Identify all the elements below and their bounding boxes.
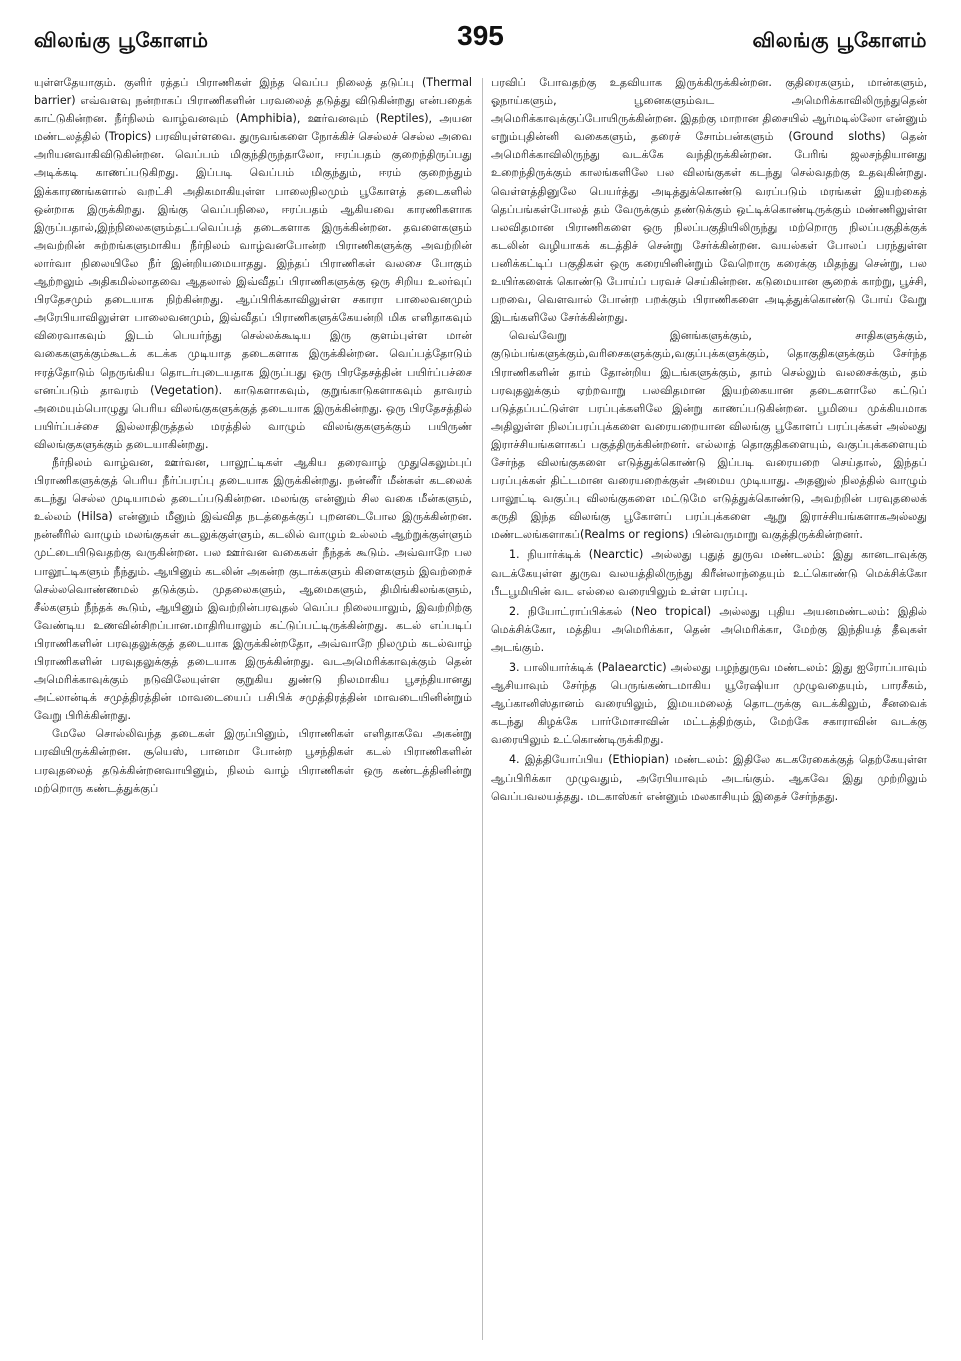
paragraph: யுள்ளதேயாகும். குளிர் ரத்தப் பிராணிகள் இந்த வெப்ப நிலைத் தடுப்பு (Thermal barrier) எவ்வளவு நன்றாகப் பிராணிகளின் பரவலைத் தடுத்து விடுகின்றது என்பதைக் காட்டுகின்றன. நீர்நிலம் வாழ்வனவும் (Amphibia), ஊர்வனவும் (Reptiles), அயன மண்டலத்தில் (Tropics) பரவியுள்ளவை. துருவங்களை நோக்கிச் செல்லச் செல்ல அவை அரியனவாகிவிடுகின்றன. வெப்பம் மிகுந்திருந்தாலோ, ஈரப்பதம் குறைந்திருப்பது அடிக்கடி காணப்படுகிறது. இப்படி வெப்பம் மிகுந்தும், ஈரம் குறைந்தும் இக்காரணங்களால் வறட்சி அதிகமாகியுள்ள பாலைநிலமும் பூகோளத் தடைகளில் ஒன்றாக இருக்கிறது. இங்கு வெப்பநிலை, ஈரப்பதம் ஆகியவை காரணிகளாக இருப்பதால்,இந்நிலைகளும்தட்பவெப்பத் தடைகளாக இருக்கின்றன. தவளைகளும் அவற்றின் சுற்றங்களுமாகிய நீர்நிலம் வாழ்வனபோன்ற பிராணிகளுக்கு அவற்றின் லார்வா நிலையிலே நீர் இன்றியமையாதது. இந்தப் பிராணிகள் வலசை போகும் ஆற்றலும் அதிகமில்லாதவை ஆதலால் இவ்வீதப் பிராணிகளுக்கு ஒரு சிறிய உலர்வுப் பிரதேசமும் தடையாக நிற்கின்றது. ஆப்பிரிக்காவிலுள்ள சகாரா பாலைவனமும் அரேபியாவிலுள்ள பாலைவனமும், இவ்வீதப் பிராணிகளுக்கேயன்றி மிக எளிதாகவும் விரைவாகவும் இடம் பெயர்ந்து செல்லக்கூடிய இரு குளம்புள்ள மான் வகைகளுக்கும்கூடக் கடக்க முடியாத தடைகளாக இருக்கின்றன. வெப்பத்தோடும் ஈரத்தோடும் நெருங்கிய தொடர்புடையதாக இருப்பது ஒரு பிரதேசத்தின் பயிர்ப்பச்சை எனப்படும் தாவரம் (Vegetation). காடுகளாகவும், குறுங்காடுகளாகவும் தாவரம் அமையும்பொழுது பெரிய விலங்குகளுக்குத் தடையாக இருக்கின்றது. ஒரு பிரதேசத்தில் பயிர்ப்பச்சை இல்லாதிருத்தல் மரத்தில் வாழும் விலங்குகளுக்கும் பயிருண் விலங்குகளுக்கும் தடையாகின்றது. [34, 76, 472, 451]
list-item-nearctic: 1. நியார்க்டிக் (Nearctic) அல்லது புதுத் துருவ மண்டலம்: இது கானடாவுக்கு வடக்கேயுள்ள துருவ வலயத்திலிருந்து கிரீன்லாந்தையும் உட்கொண்டு மெக்சிக்கோ பீடபூமியின் வட எல்லை வரையிலும் உள்ள பரப்பு. [491, 548, 927, 598]
right-column [491, 74, 927, 1348]
running-title-left: விலங்கு பூகோளம் [34, 28, 209, 52]
paragraph: பரவிப் போவதற்கு உதவியாக இருக்கிருக்கின்றன. குதிரைகளும், மான்களும், ஓநாய்களும், பூனைகளும்வட அமெரிக்காவிலிருந்துதென் அமெரிக்காவுக்குப்போயிருக்கின்றன. இதற்கு மாறான திசையில் ஆர்மடில்லோ என்னும் எறும்புதின்னி வகைகளும், தரைச் சோம்பன்களும் (Ground sloths) தென் அமெரிக்காவிலிருந்து வடக்கே வந்திருக்கின்றன. பேரிங் ஜலசந்தியானது உறைந்திருக்கும் காலங்களிலே பல விலங்குகள் கடந்து செல்வதற்கு உதவுகின்றது. வெள்ளத்தினுலே பெயர்த்து அடித்துக்கொண்டு வரப்படும் மரங்கள் இயற்கைத் தெப்பங்கள்போலத் தம் வேருக்கும் தண்டுக்கும் ஒட்டிக்கொண்டிருக்கும் மண்ணிலுள்ள பலவிதமான பிராணிகளை ஒரு நிலப்பகுதியிலிருந்து மற்றொரு நிலப்பகுதிக்குக் கடலின் வழியாகக் கடத்திச் சென்று சேர்க்கின்றன. வயல்கள் போலப் பரந்துள்ள பனிக்கட்டிப் பகுதிகள் ஒரு கரையினின்றும் வேறொரு கரைக்கு மிதந்து சென்று, பல உயிர்களைக் கொண்டு போய்ப் பரவச் செய்கின்றன. கடுமையான சூறைக் காற்று, பூச்சி, பறவை, வௌவால் போன்ற பறக்கும் பிராணிகளை அடித்துக்கொண்டு போய் வேறு இடங்களிலே சேர்க்கின்றது. [491, 76, 927, 325]
page-header [30, 14, 931, 54]
list-item-ethiopian: 4. இத்தியோப்பிய (Ethiopian) மண்டலம்: இதிலே கடகரேகைக்குத் தெற்கேயுள்ள ஆப்பிரிக்கா முழுவதும், அரேபியாவும் அடங்கும். ஆகவே இது முற்றிலும் வெப்பவலயத்தது. மடகாஸ்கர் என்னும் மலகாசியும் இதைச் சேர்ந்தது. [491, 753, 927, 803]
paragraph: மேலே சொல்லிவந்த தடைகள் இருப்பினும், பிராணிகள் எளிதாகவே அகன்று பரவியிருக்கின்றன. சூயெஸ், பானமா போன்ற பூசந்திகள் கடல் பிராணிகளின் பரவுதலைத் தடுக்கின்றனவாயினும், நிலம் வாழ் பிராணிகள் ஒரு கண்டத்தினின்று மற்றொரு கண்டத்துக்குப் [34, 727, 472, 795]
running-title-right: விலங்கு பூகோளம் [752, 28, 927, 52]
paragraph: நீர்நிலம் வாழ்வன, ஊர்வன, பாலூட்டிகள் ஆகிய தரைவாழ் முதுகெலும்புப் பிராணிகளுக்குத் பெரிய நீர்ப்பரப்பு தடையாக இருக்கின்றது. நன்னீர் மீன்கள் கடலைக் கடந்து செல்ல முடியாமல் தடைப்படுகின்றன. மலங்கு என்னும் சில வகை மீன்களும், உல்லம் (Hilsa) என்னும் மீனும் இவ்வித நடத்தைக்குப் புறனடைபோல இருக்கின்றன. நன்னீரில் வாழும் மலங்குகள் கடலுக்குள்ளும், கடலில் வாழும் உல்லம் ஆற்றுக்குள்ளும் முட்டையிடுவதற்கு வருகின்றன. பல ஊர்வன வகைகள் நீந்தக் கூடும். அவ்வாறே பல பாலூட்டிகளும் நீந்தும். ஆயினும் கடலின் அகன்ற குடாக்களும் கிளைகளும் இவற்றைச் செல்லவொண்ணமல் தடுக்கும். முதலைகளும், ஆமைகளும், திமிங்கிலங்களும், சீல்களும் நீந்தக் கூடும், ஆயினும் இவற்றின்பரவுதல் வெப்ப நிலையாலும், இவற்றிற்கு வேண்டிய உணவின்சிறப்பான.மாதிரியாலும் கட்டுப்பட்டிருக்கின்றது. கடல் எப்படிப் பிராணிகளின் பரவுதலுக்குத் தடையாக இருக்கின்றதோ, அவ்வாறே நிலமும் கடல்வாழ் பிராணிகளின் பரவுதலுக்குத் தடையாக இருக்கின்றது. வடஅமெரிக்காவுக்கும் தென் அமெரிக்காவுக்கும் நடுவிலேயுள்ள குறுகிய துண்டு நிலமாகிய பூசந்தியானது அட்லான்டிக் சமுத்திரத்தின் மாவடையைப் பசிபிக் சமுத்திரத்தின் மாவடையினின்றும் வேறு பிரிக்கின்றது. [34, 455, 472, 723]
column-divider [482, 78, 483, 1340]
paragraph: வெவ்வேறு இனங்களுக்கும், சாதிகளுக்கும், குடும்பங்களுக்கும்,வரிசைகளுக்கும்,வகுப்புக்களுக்கும், தொகுதிகளுக்கும் சேர்ந்த பிராணிகளின் தாம் தோன்றிய இடங்களுக்கும், தாம் செல்லும் வலசைக்கும், தம் பரவுதலுக்கும் ஏற்றவாறு பலவிதமான இயற்கையான தடைகளாலே கட்டுப் படுத்தப்பட்டுள்ள பரப்புக்களிலே இன்று காணப்படுகின்றன. பூமியை முக்கியமாக அதிலுள்ள நிலப்பரப்புக்களை வரையறையான விலங்கு பூகோளப் பரப்புக்கள் அல்லது இராச்சியங்களாகப் பகுத்திருக்கின்றனர். எல்லாத் தொகுதிகளையும், வகுப்புக்களையும் சேர்ந்த விலங்குகளை எடுத்துக்கொண்டு இப்படி வரையறை செய்தால், இந்தப் பரப்புக்கள் திட்டமான வரையறைக்குள் அமைய முடியாது. அதனுல் நிலத்தில் வாழும் பாலூட்டி வகுப்பு விலங்குகளை மட்டுமே எடுத்துக்கொண்டு, அவற்றின் பரவுதலைக் கருதி இந்த விலங்கு பூகோளப் பரப்புக்களை ஆறு இராச்சியங்களாகஅல்லது மண்டலங்களாகப்(Realms or regions) பின்வருமாறு வகுத்திருக்கின்றனர். [491, 329, 927, 542]
page-number: 395 [457, 20, 504, 51]
list-item-palaearctic: 3. பாலியார்க்டிக் (Palaearctic) அல்லது பழந்துருவ மண்டலம்: இது ஐரோப்பாவும் ஆசியாவும் சேர்ந்த பெருங்கண்டமாகிய யூரேஷியா முழுவதையும், பாரசீகம், ஆப்கானிஸ்தானம் வரையிலும், இமயமலைத் தொடருக்கு வடக்கிலும், சீனவைக் கடந்து கிழக்கே பார்மோசாவின் மட்டத்திற்கும், மேற்கே சகாராவின் வடக்கு வரையிலும் உட்கொண்டிருக்கிறது. [491, 661, 927, 747]
list-item-neotropical: 2. நியோட்ராப்பிக்கல் (Neo tropical) அல்லது புதிய அயனமண்டலம்: இதில் மெக்சிக்கோ, மத்திய அமெரிக்கா, தென் அமெரிக்கா, மேற்கு இந்தியத் தீவுகள் அடங்கும். [491, 604, 927, 654]
left-column [34, 74, 472, 1348]
